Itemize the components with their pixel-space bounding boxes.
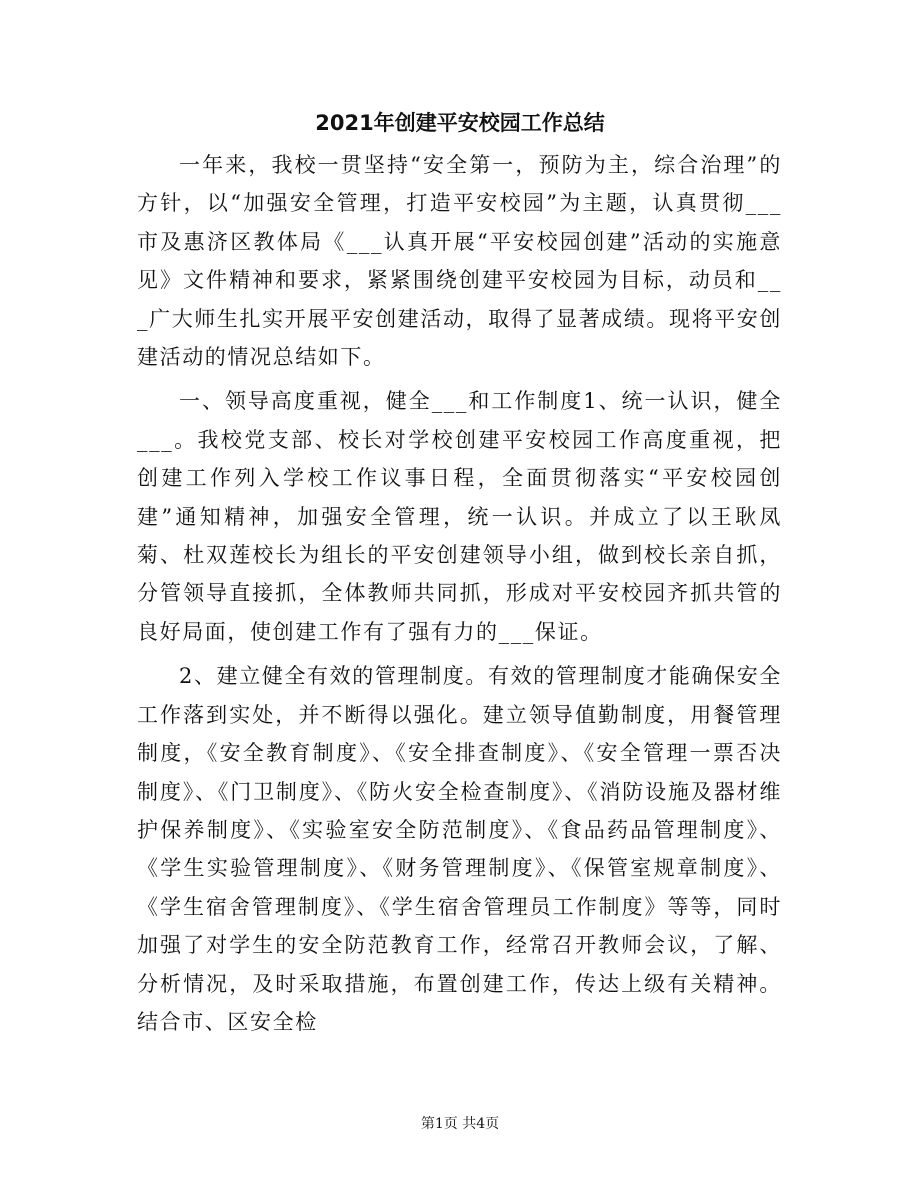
paragraph-management-system: 2、建立健全有效的管理制度。有效的管理制度才能确保安全工作落到实处，并不断得以强化。建立领导值勤制度，用餐管理制度，《安全教育制度》、《安全排查制度》、《安全管理一票否决制度》、《门卫制度》、《防火安全检查制度》、《消防设施及器材维护保养制度》、《实验室安全防范制度》、《食品药品管理制度》、《学生实验管理制度》、《财务管理制度》、《保管室规章制度》、《学生宿舍管理制度》、《学生宿舍管理员工作制度》等等，同时加强了对学生的安全防范教育工作，经常召开教师会议，了解、分析情况，及时采取措施，布置创建工作，传达上级有关精神。结合市、区安全检 <box>137 664 782 1034</box>
paragraph-leadership: 一、领导高度重视，健全___和工作制度1、统一认识，健全___。我校党支部、校长对学校创建平安校园工作高度重视，把创建工作列入学校工作议事日程，全面贯彻落实“平安校园创建”通知精神，加强安全管理，统一认识。并成立了以王耿凤菊、杜双莲校长为组长的平安创建领导小组，做到校长亲自抓，分管领导直接抓，全体教师共同抓，形成对平安校园齐抓共管的良好局面，使创建工作有了强有力的___保证。 <box>137 389 782 644</box>
page-indicator: 第1页 共4页 <box>420 1116 500 1132</box>
paragraph-intro: 一年来，我校一贯坚持“安全第一，预防为主，综合治理”的方针，以“加强安全管理，打造平安校园”为主题，认真贯彻___市及惠济区教体局《___认真开展“平安校园创建”活动的实施意见》文件精神和要求，紧紧围绕创建平安校园为目标，动员和___广大师生扎实开展平安创建活动，取得了显著成绩。现将平安创建活动的情况总结如下。 <box>137 153 782 370</box>
document-title: 2021年创建平安校园工作总结 <box>315 111 605 135</box>
document-body <box>137 146 782 1047</box>
